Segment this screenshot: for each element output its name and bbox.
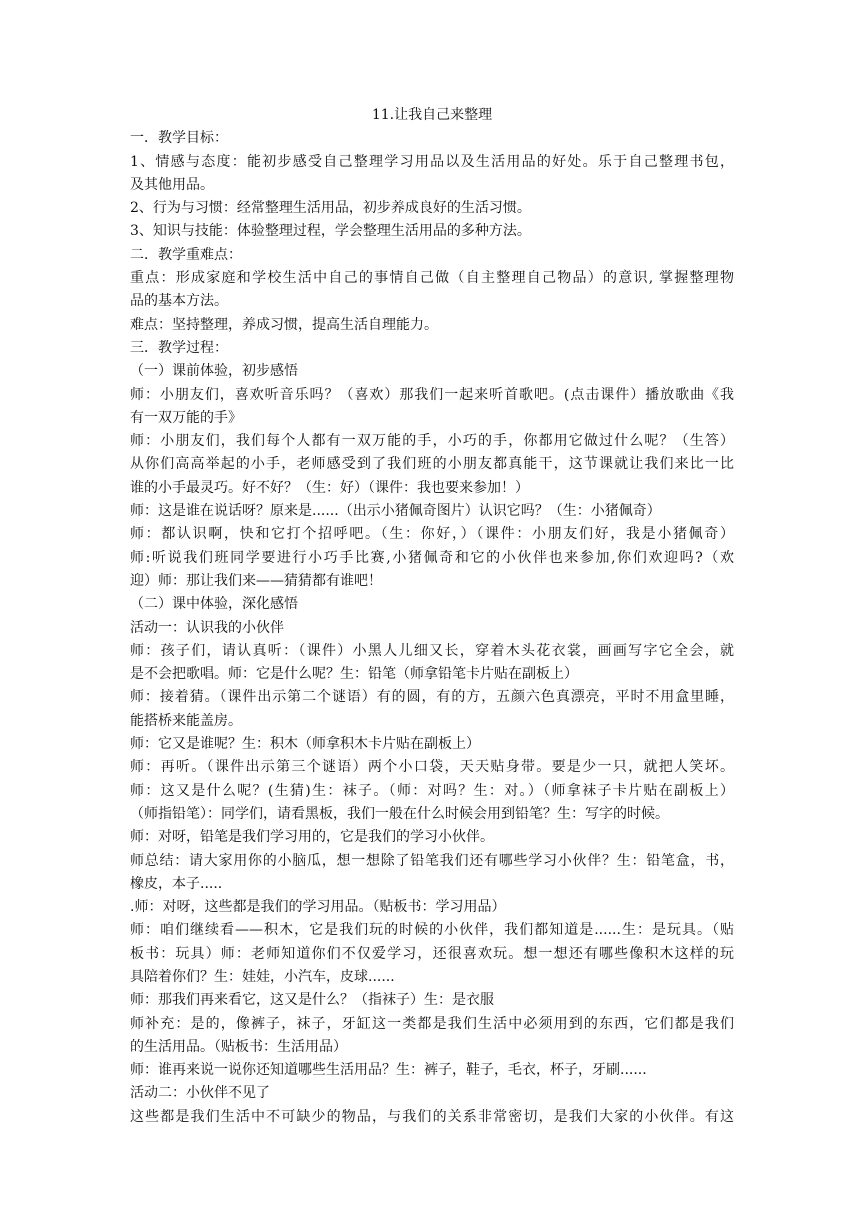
text-line: 板书：玩具）师：老师知道你们不仅爱学习，还很喜欢玩。想一想还有哪些像积木这样的玩: [130, 945, 734, 962]
text-line: 一．教学目标：: [130, 130, 228, 147]
text-line: （一）课前体验，初步感悟: [130, 363, 298, 380]
text-line: 二．教学重难点：: [130, 246, 242, 263]
text-line: .师：对呀，这些都是我们的学习用品。（贴板书：学习用品）: [130, 899, 506, 916]
text-line: 及其他用品。: [130, 176, 214, 193]
text-line: 师：孩子们，请认真听：（课件）小黑人儿细又长，穿着木头花衣裳，画画写字它全会，就: [130, 642, 734, 659]
text-line: 师：它又是谁呢？生：积木（师拿积木卡片贴在副板上）: [130, 736, 480, 753]
text-line: 3、知识与技能：体验整理过程，学会整理生活用品的多种方法。: [130, 223, 531, 240]
text-line: 有一双万能的手》: [130, 409, 242, 426]
text-line: 师：再听。（课件出示第三个谜语）两个小口袋，天天贴身带。要是少一只，就把人笑坏。: [130, 759, 734, 776]
text-line: 能搭桥来能盖房。: [130, 712, 242, 729]
text-line: 师:听说我们班同学要进行小巧手比赛,小猪佩奇和它的小伙伴也来参加,你们欢迎吗?（欢: [130, 549, 734, 566]
text-line: 师总结：请大家用你的小脑瓜，想一想除了铅笔我们还有哪些学习小伙伴？生：铅笔盒，书，: [130, 852, 734, 869]
text-line: 是不会把歌唱。师：它是什么呢？生：铅笔（师拿铅笔卡片贴在副板上）: [130, 666, 578, 683]
text-line: 师：都认识啊，快和它打个招呼吧。（生：你好，）（课件：小朋友们好，我是小猪佩奇）: [130, 526, 734, 543]
text-line: 难点：坚持整理，养成习惯，提高生活自理能力。: [130, 316, 438, 333]
text-line: 的生活用品。（贴板书：生活用品）: [130, 1038, 347, 1055]
text-line: 迎）师：那让我们来——猜猜都有谁吧！: [130, 572, 382, 589]
text-line: 师：咱们继续看——积木，它是我们玩的时候的小伙伴，我们都知道是......生：是玩具。（贴: [130, 922, 734, 939]
text-line: 师：接着猜。（课件出示第二个谜语）有的圆，有的方，五颜六色真漂亮，平时不用盒里睡，: [130, 689, 734, 706]
document-page: [130, 104, 734, 1129]
text-line: 师：小朋友们，我们每个人都有一双万能的手，小巧的手，你都用它做过什么呢？（生答）: [130, 433, 734, 450]
text-line: 师：这又是什么呢？(生猜)生：袜子。（师：对吗？生：对。）（师拿袜子卡片贴在副板上）: [130, 782, 734, 799]
document-title: 11.让我自己来整理: [371, 107, 493, 123]
text-line: 活动二：小伙伴不见了: [130, 1085, 270, 1102]
text-line: 橡皮，本子.....: [130, 875, 223, 892]
text-line: 师：对呀，铅笔是我们学习用的，它是我们的学习小伙伴。: [130, 829, 494, 846]
text-line: 具陪着你们？生：娃娃，小汽车，皮球......: [130, 968, 395, 985]
text-line: 活动一：认识我的小伙伴: [130, 619, 284, 636]
text-line: 这些都是我们生活中不可缺少的物品，与我们的关系非常密切，是我们大家的小伙伴。有这: [130, 1108, 734, 1125]
text-line: 从你们高高举起的小手，老师感受到了我们班的小朋友都真能干，这节课就让我们来比一比: [130, 456, 734, 473]
text-line: 师补充：是的，像裤子，袜子，牙缸这一类都是我们生活中必须用到的东西，它们都是我们: [130, 1015, 734, 1032]
text-line: 谁的小手最灵巧。好不好？（生：好）（课件：我也要来参加！）: [130, 479, 529, 496]
text-line: （二）课中体验，深化感悟: [130, 596, 298, 613]
text-line: 1、情感与态度：能初步感受自己整理学习用品以及生活用品的好处。乐于自己整理书包，: [130, 153, 734, 170]
text-line: 师：这是谁在说话呀？原来是......（出示小猪佩奇图片）认识它吗？（生：小猪佩奇）: [130, 503, 661, 520]
text-line: 师：小朋友们，喜欢听音乐吗？（喜欢）那我们一起来听首歌吧。(点击课件）播放歌曲《我: [130, 386, 734, 403]
text-line: 品的基本方法。: [130, 293, 228, 310]
text-line: 师：那我们再来看它，这又是什么？（指袜子）生：是衣服: [130, 992, 494, 1009]
text-line: 2、行为与习惯：经常整理生活用品，初步养成良好的生活习惯。: [130, 200, 531, 217]
text-line: 师：谁再来说一说你还知道哪些生活用品？生：裤子，鞋子，毛衣，杯子，牙刷......: [130, 1062, 647, 1079]
document-body: [130, 127, 734, 1129]
text-line: 重点：形成家庭和学校生活中自己的事情自己做（自主整理自己物品）的意识, 掌握整理物: [130, 270, 734, 287]
text-line: （师指铅笔）：同学们，请看黑板，我们一般在什么时候会用到铅笔？生：写字的时候。: [130, 805, 669, 822]
text-line: 三．教学过程：: [130, 339, 228, 356]
